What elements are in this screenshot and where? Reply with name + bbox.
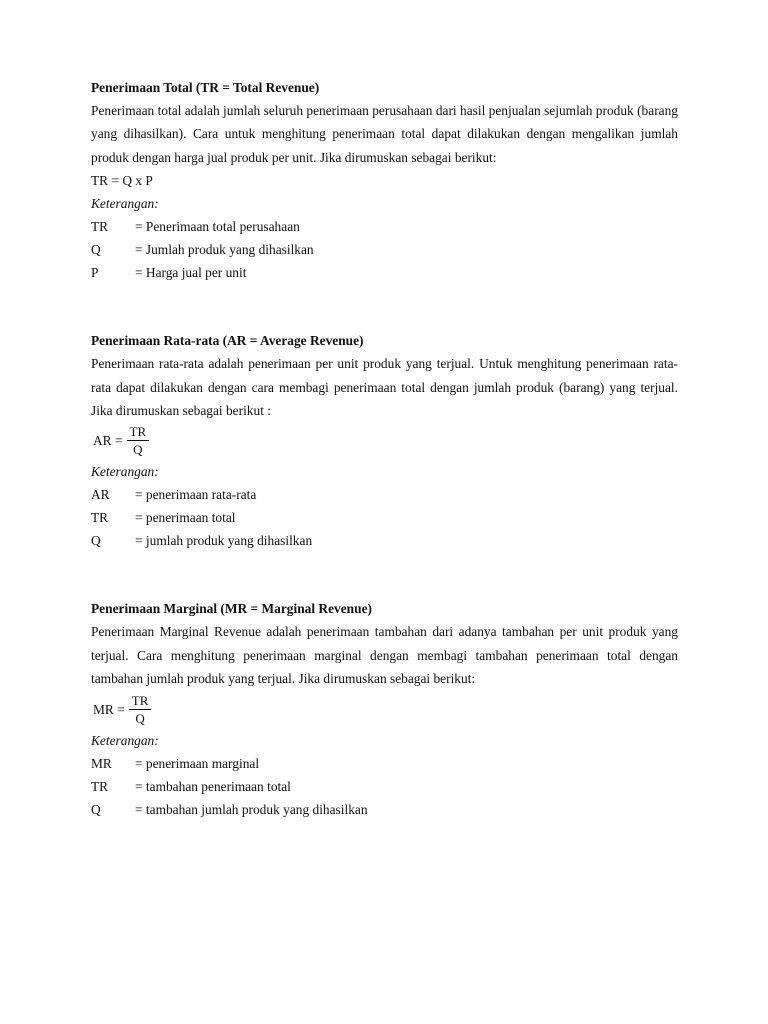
section-heading: Penerimaan Total (TR = Total Revenue)	[91, 80, 320, 95]
formula-ar	[91, 422, 678, 460]
keterangan-label: Keterangan:	[91, 464, 159, 480]
definition-text: = Jumlah produk yang dihasilkan	[135, 242, 314, 258]
definition-symbol: P	[91, 265, 99, 281]
definition-text: = Penerimaan total perusahaan	[135, 219, 300, 235]
definition-row	[91, 798, 678, 821]
keterangan-label: Keterangan:	[91, 196, 159, 212]
fraction	[127, 424, 150, 458]
fraction	[129, 693, 152, 727]
document-body	[91, 76, 678, 866]
fraction-denominator: Q	[135, 710, 145, 726]
section-paragraph: Penerimaan rata-rata adalah penerimaan per unit produk yang terjual. Untuk menghitung penerimaan rata-rata dapat dilakukan dengan cara membagi penerimaan total dengan jumlah produk (barang) yang terjual. Jika dirumuskan sebagai berikut :	[91, 356, 678, 419]
formula-mr	[91, 691, 678, 729]
formula-tr: TR = Q x P	[91, 173, 153, 189]
definition-row	[91, 752, 678, 775]
section-paragraph: Penerimaan Marginal Revenue adalah penerimaan tambahan dari adanya tambahan per unit produk yang terjual. Cara menghitung penerimaan marginal dengan membagi tambahan penerimaan total dengan tambahan jumlah produk yang terjual. Jika dirumuskan sebagai berikut:	[91, 624, 678, 687]
formula-lhs: MR =	[93, 701, 125, 717]
definition-row	[91, 238, 678, 261]
definition-symbol: TR	[91, 219, 109, 235]
definition-text: = tambahan jumlah produk yang dihasilkan	[135, 801, 368, 817]
definition-row	[91, 483, 678, 506]
definition-text: = jumlah produk yang dihasilkan	[135, 533, 313, 549]
section-marginal-revenue	[91, 597, 678, 820]
definition-list	[91, 215, 678, 284]
fraction-numerator: TR	[127, 424, 150, 441]
definition-symbol: MR	[91, 755, 112, 771]
definition-symbol: TR	[91, 778, 109, 794]
definition-text: = penerimaan total	[135, 510, 236, 526]
definition-row	[91, 775, 678, 798]
definition-row	[91, 506, 678, 529]
definition-list	[91, 752, 678, 821]
section-heading: Penerimaan Marginal (MR = Marginal Revenue)	[91, 601, 372, 617]
fraction-numerator: TR	[129, 693, 152, 710]
definition-row	[91, 215, 678, 238]
definition-symbol: TR	[91, 510, 109, 526]
fraction-denominator: Q	[133, 442, 143, 458]
keterangan-label: Keterangan:	[91, 732, 159, 748]
section-paragraph: Penerimaan total adalah jumlah seluruh penerimaan perusahaan dari hasil penjualan sejumlah produk (barang yang dihasilkan). Cara untuk menghitung penerimaan total dapat dilakukan dengan mengalikan jumlah produk dengan harga jual produk per unit. Jika dirumuskan sebagai berikut:	[91, 103, 678, 165]
definition-symbol: Q	[91, 242, 101, 258]
definition-row	[91, 261, 678, 284]
definition-text: = penerimaan rata-rata	[135, 487, 257, 503]
definition-symbol: Q	[91, 801, 101, 817]
definition-text: = penerimaan marginal	[135, 755, 260, 771]
section-total-revenue	[91, 76, 678, 284]
definition-symbol: Q	[91, 533, 101, 549]
definition-row	[91, 529, 678, 552]
formula-lhs: AR =	[93, 433, 123, 449]
section-average-revenue	[91, 329, 678, 552]
definition-list	[91, 483, 678, 552]
definition-text: = Harga jual per unit	[135, 265, 247, 281]
section-heading: Penerimaan Rata-rata (AR = Average Revenue)	[91, 333, 364, 349]
definition-symbol: AR	[91, 487, 110, 503]
definition-text: = tambahan penerimaan total	[135, 778, 291, 794]
